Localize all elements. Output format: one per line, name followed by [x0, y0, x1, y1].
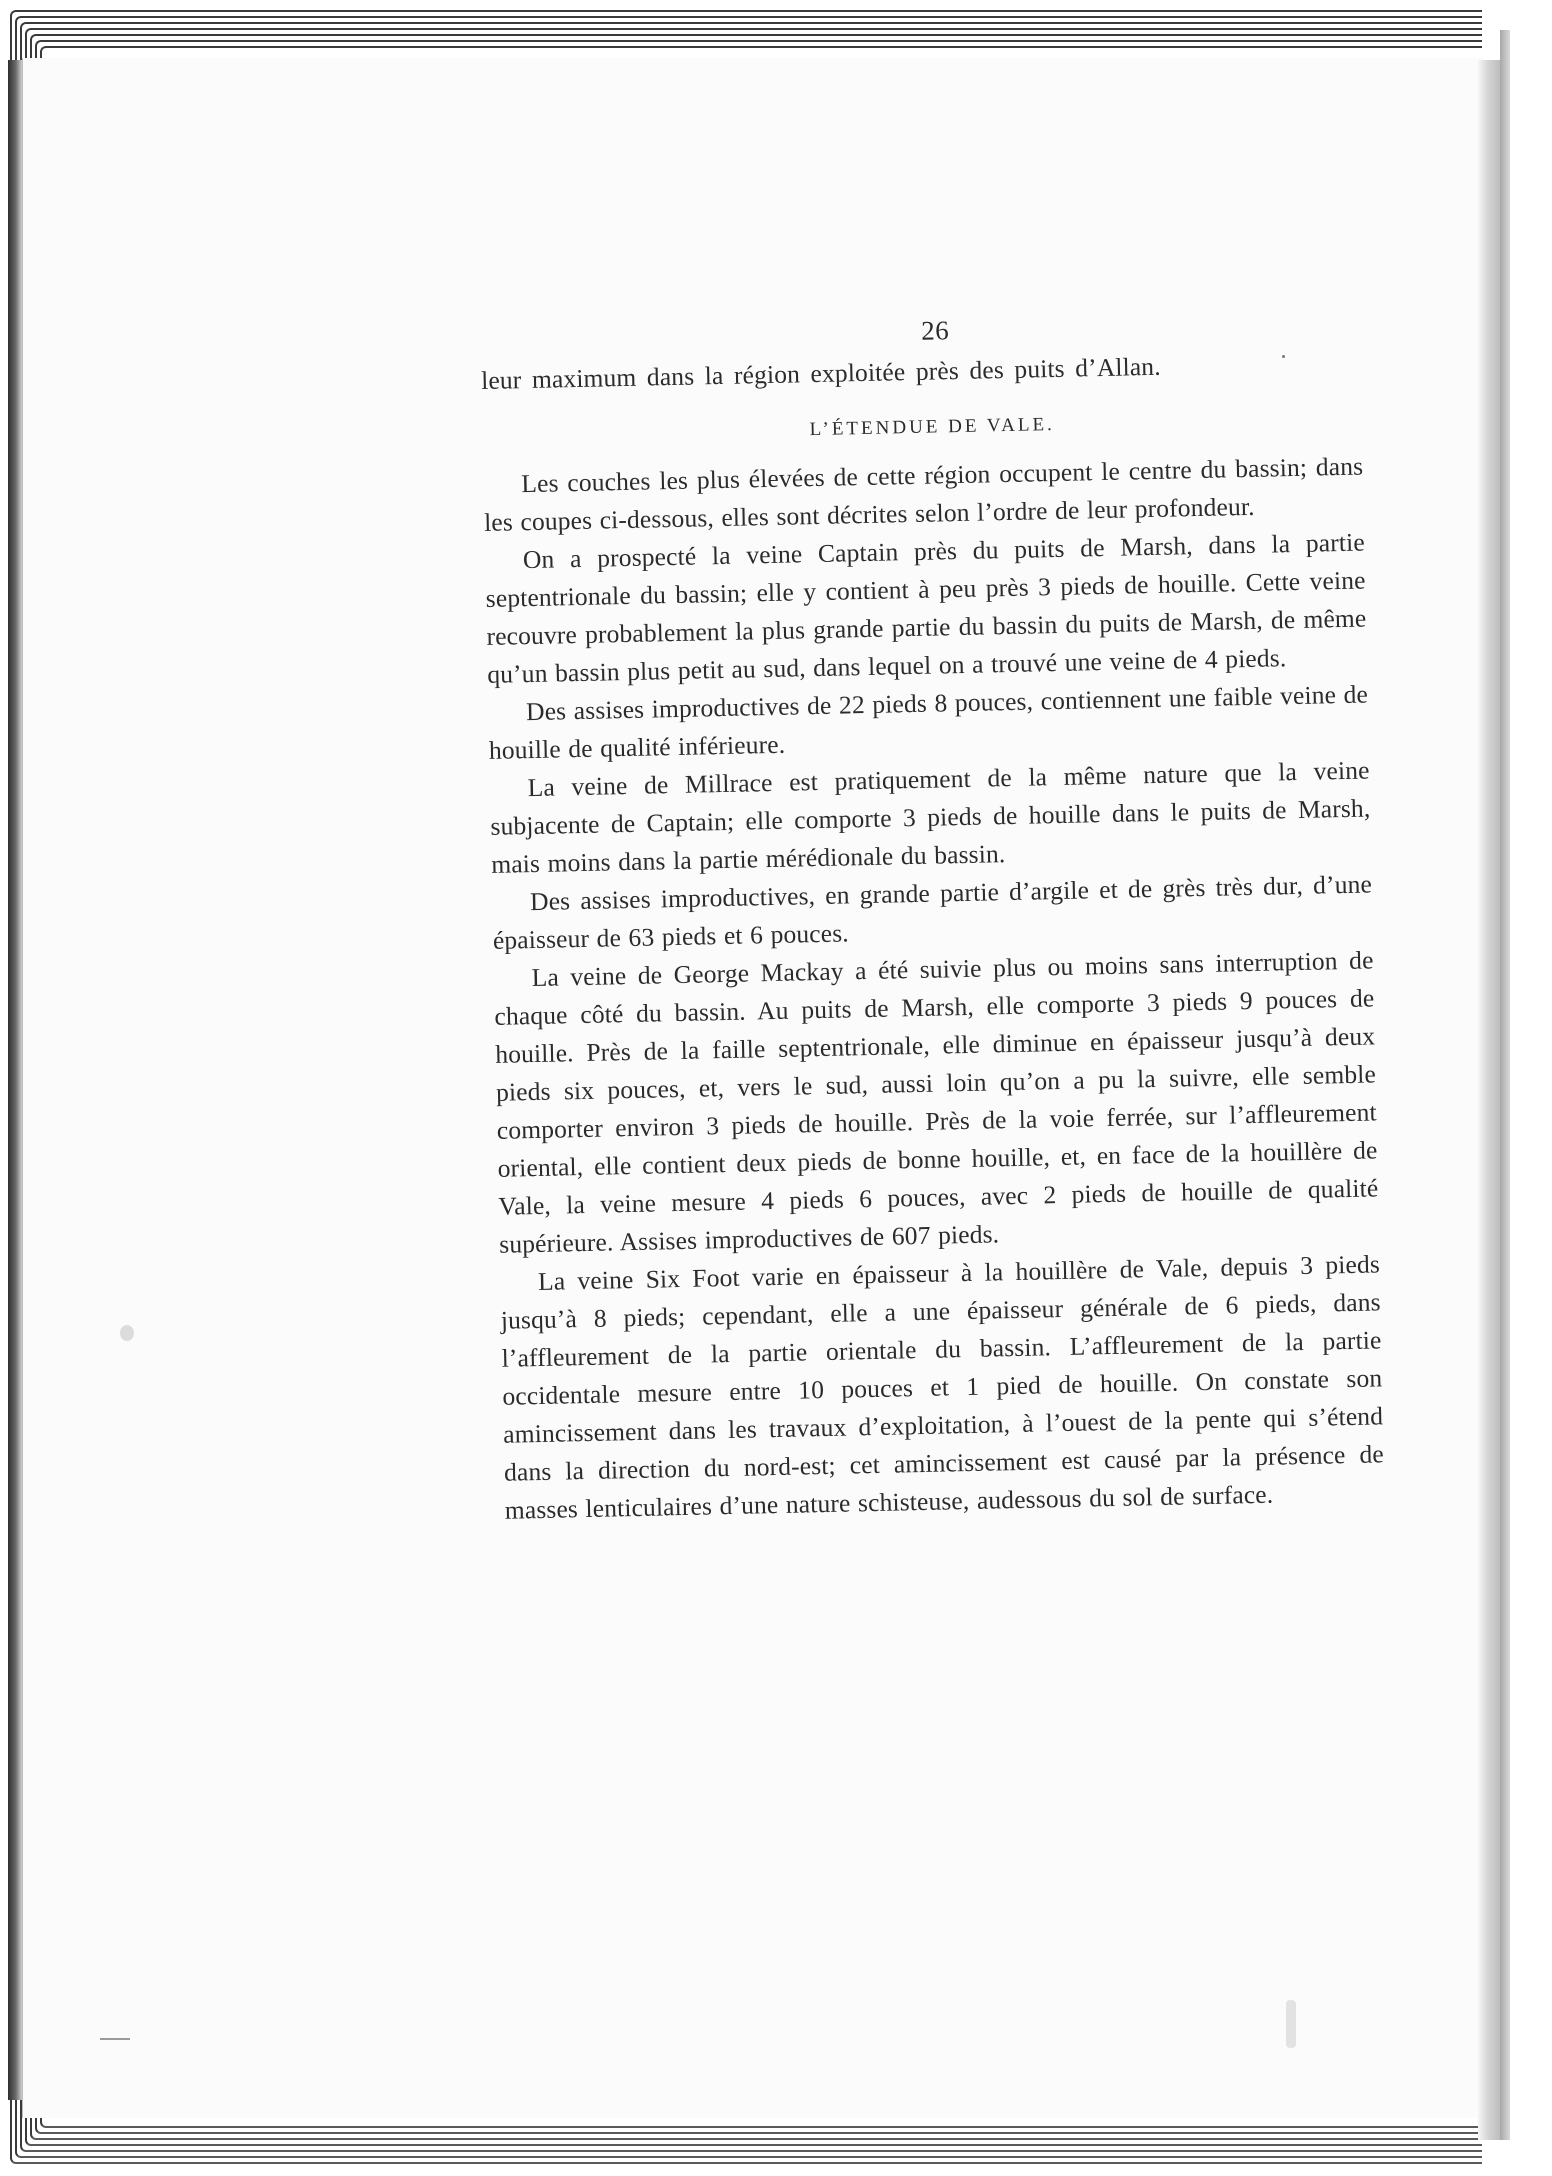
- paper-speck: [120, 1325, 134, 1341]
- body-paragraph: On a prospecté la veine Captain près du puits de Marsh, dans la partie septentrionale du bassin; elle y contient à peu près 3 pieds de houille. Cette veine recouvre probablement la plus grande partie du bassin du puits de Marsh, de même qu’un bassin plus petit au sud, dans lequel on a trouvé une veine de 4 pieds.: [485, 527, 1367, 689]
- body-paragraph: Des assises improductives, en grande partie d’argile et de grès très dur, d’une épaisseur de 63 pieds et 6 pouces.: [492, 869, 1373, 955]
- page-number: 26: [920, 315, 950, 346]
- body-paragraph: La veine de George Mackay a été suivie plus ou moins sans interruption de chaque côté du bassin. Au puits de Marsh, elle comporte 3 pieds 9 pouces de houille. Près de la faille septentrionale, elle diminue en épaisseur jusqu’à deux pieds six pouces, et, vers le sud, aussi loin qu’on a pu la suivre, elle semble comporter environ 3 pieds de houille. Près de la voie ferrée, sur l’affleurement oriental, elle contient deux pieds de bonne houille, et, en face de la houillère de Vale, la veine mesure 4 pieds 6 pouces, avec 2 pieds de houille de qualité supérieure. Assises improductives de 607 pieds.: [494, 945, 1379, 1259]
- body-paragraph: Les couches les plus élevées de cette région occupent le centre du bassin; dans les coupes ci-dessous, elles sont décrites selon l’ordre de leur profondeur.: [483, 451, 1364, 537]
- page-edge-mark: [100, 2038, 130, 2040]
- book-edge-shadow: [8, 60, 22, 2100]
- section-heading: L’ÉTENDUE DE VALE.: [809, 413, 1056, 441]
- page-text: [480, 307, 1385, 1530]
- body-paragraph: La veine de Millrace est pratiquement de la même nature que la veine subjacente de Captain; elle comporte 3 pieds de houille dans le puits de Marsh, mais moins dans la partie mérédionale du bassin.: [490, 755, 1371, 879]
- paper-mark: [1286, 2000, 1296, 2048]
- opening-paragraph: leur maximum dans la région exploitée près des puits d’Allan.: [480, 351, 1161, 395]
- body-paragraph: La veine Six Foot varie en épaisseur à la houillère de Vale, depuis 3 pieds jusqu’à 8 pieds; cependant, elle a une épaisseur générale de 6 pieds, dans l’affleurement de la partie orientale du bassin. L’affleurement de la partie occidentale mesure entre 10 pouces et 1 pied de houille. On constate son amincissement dans les travaux d’exploitation, à l’ouest de la pente qui s’étend dans la direction du nord-est; cet amincissement est causé par la présence de masses lenticulaires d’une nature schisteuse, audessous du sol de surface.: [500, 1249, 1385, 1525]
- gutter-shading: [1478, 60, 1500, 2140]
- body-paragraph: Des assises improductives de 22 pieds 8 pouces, contiennent une faible veine de houille de qualité inférieure.: [488, 679, 1369, 765]
- gutter-shadow: [1500, 30, 1510, 2140]
